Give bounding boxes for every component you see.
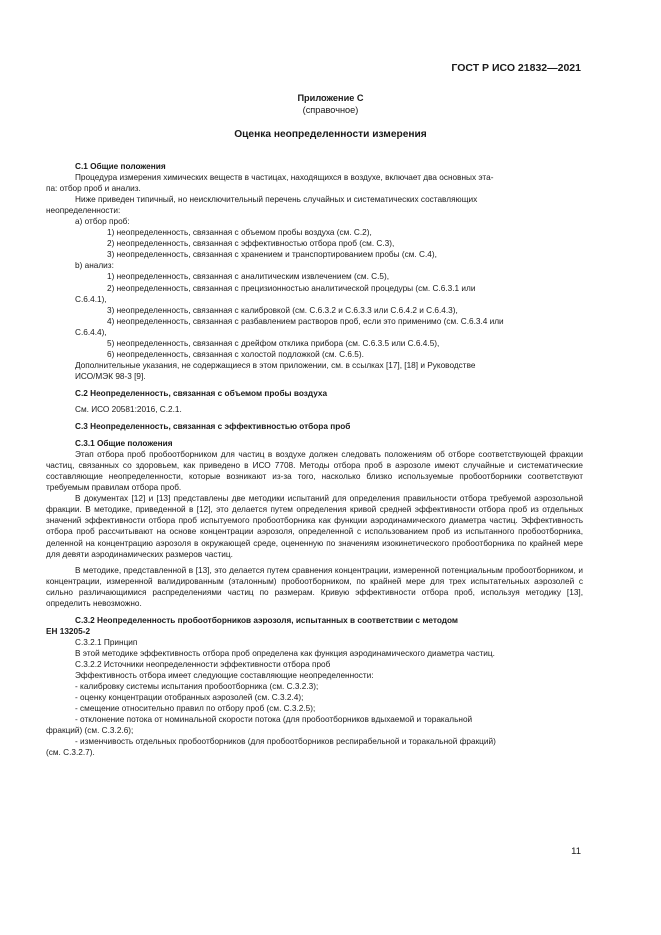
list-item-continuation: С.6.4.1), xyxy=(75,294,107,304)
list-item: - изменчивость отдельных пробоотборников (для пробоотборников респирабельной и торакальной фракций) xyxy=(75,737,496,747)
list-item-continuation: фракций) (см. С.3.2.6); xyxy=(46,726,134,736)
list-item: 1) неопределенность, связанная с аналитическим извлечением (см. С.5), xyxy=(107,272,390,282)
appendix-name: Приложение С xyxy=(297,93,364,103)
clause-heading: С.3.2.2 Источники неопределенности эффективности отбора проб xyxy=(75,659,331,669)
paragraph-continuation: ИСО/МЭК 98-3 [9]. xyxy=(75,371,146,381)
appendix-title: Оценка неопределенности измерения xyxy=(234,129,427,140)
list-item: - калибровку системы испытания пробоотборника (см. С.3.2.3); xyxy=(75,682,319,692)
section-heading: С.3 Неопределенность, связанная с эффективностью отбора проб xyxy=(75,422,351,432)
standard-header: ГОСТ Р ИСО 21832—2021 xyxy=(451,62,581,74)
list-label: а) отбор проб: xyxy=(75,217,130,227)
appendix-kind: (справочное) xyxy=(302,105,359,115)
paragraph: В документах [12] и [13] представлены две методики испытаний для определения правильности отбора требуемой аэрозольной фракции. В методике, приведенной в [12], это делается путем определения кривой средней эффективности отбора проб из отдельных значений эффективности отбора проб испытуемого пробоотборника как функции аэродинамического диаметра частиц. Эффективность отбора проб рассчитывают на основе концентрации аэрозоля, определенной с использованием проб из испытанного пробоотборника, деленной на концентрацию аэрозоля в окружающей среде, оцененную по значениям изокинетического пробоотборника по крайней мере для девяти аэродинамических размеров частиц. xyxy=(46,494,583,559)
list-item: 1) неопределенность, связанная с объемом пробы воздуха (см. С.2), xyxy=(107,228,372,238)
list-item: - отклонение потока от номинальной скорости потока (для пробоотборников вдыхаемой и торакальной xyxy=(75,715,473,725)
paragraph: В методике, представленной в [13], это делается путем сравнения концентрации, измеренной потенциальным пробоотборником, и концентрации, измеренной валидированным (эталонным) пробоотборником, по крайней мере для трех испытательных аэрозолей с сильно различающимися распределениями частиц по размерам. Кривую эффективности отбора проб, используя методику [13], определить невозможно. xyxy=(46,565,583,608)
page-number: 11 xyxy=(571,846,581,857)
list-item-continuation: (см. С.3.2.7). xyxy=(46,748,95,758)
paragraph-continuation: неопределенности: xyxy=(46,206,121,216)
paragraph: Дополнительные указания, не содержащиеся в этом приложении, см. в ссылках [17], [18] и Руководстве xyxy=(75,360,476,370)
list-item: - смещение относительно правил по отбору проб (см. С.3.2.5); xyxy=(75,704,316,714)
list-item: 2) неопределенность, связанная с эффективностью отбора проб (см. С.3), xyxy=(107,239,395,249)
subsection-heading: С.3.1 Общие положения xyxy=(75,439,173,449)
paragraph: Ниже приведен типичный, но неисключительный перечень случайных и систематических составляющих xyxy=(75,195,478,205)
list-item: 3) неопределенность, связанная с калибровкой (см. С.6.3.2 и С.6.3.3 или С.6.4.2 и С.6.4.3), xyxy=(107,305,458,315)
section-heading: С.2 Неопределенность, связанная с объемом пробы воздуха xyxy=(75,388,328,398)
list-item: 6) неопределенность, связанная с холостой подложкой (см. С.6.5). xyxy=(107,349,364,359)
text-line: Процедура измерения химических веществ в частицах, находящихся в воздухе, включает два основных эта- xyxy=(75,173,494,183)
list-item: 5) неопределенность, связанная с дрейфом отклика прибора (см. С.6.3.5 или С.6.4.5), xyxy=(107,338,440,348)
subsection-heading-continuation: ЕН 13205-2 xyxy=(46,626,91,636)
paragraph: См. ИСО 20581:2016, С.2.1. xyxy=(75,404,182,414)
paragraph: Этап отбора проб пробоотборником для частиц в воздухе должен следовать положениям об отборе соответствующей фракции частиц, связанных со здоровьем, как приведено в ИСО 7708. Методы отбора проб в аэрозоле имеют случайные и систематические составляющие неопределенности, которые возникают из-за того, насколько близко используемые пробоотборники соответствуют требуемым правилам отбора проб. xyxy=(46,450,583,493)
document-body xyxy=(46,161,583,758)
paragraph: В этой методике эффективность отбора проб определена как функция аэродинамического диаметра частиц. xyxy=(75,648,495,658)
list-item-continuation: С.6.4.4), xyxy=(75,327,107,337)
subsection-heading: С.3.2 Неопределенность пробоотборников аэрозоля, испытанных в соответствии с методом xyxy=(75,615,459,625)
clause-heading: С.3.2.1 Принцип xyxy=(75,637,138,647)
list-label: b) анализ: xyxy=(75,261,114,271)
paragraph-continuation: па: отбор проб и анализ. xyxy=(46,184,141,194)
paragraph: Эффективность отбора имеет следующие составляющие неопределенности: xyxy=(75,671,374,681)
list-item: 4) неопределенность, связанная с разбавлением растворов проб, если это применимо (см. С.6.3.4 или xyxy=(107,316,504,326)
list-item: 3) неопределенность, связанная с хранением и транспортированием пробы (см. С.4), xyxy=(107,250,437,260)
section-heading: С.1 Общие положения xyxy=(75,162,166,171)
list-item: - оценку концентрации отобранных аэрозолей (см. С.3.2.4); xyxy=(75,693,304,703)
paragraph xyxy=(75,172,583,183)
list-item: 2) неопределенность, связанная с прецизионностью аналитической процедуры (см. С.6.3.1 или xyxy=(107,283,476,293)
